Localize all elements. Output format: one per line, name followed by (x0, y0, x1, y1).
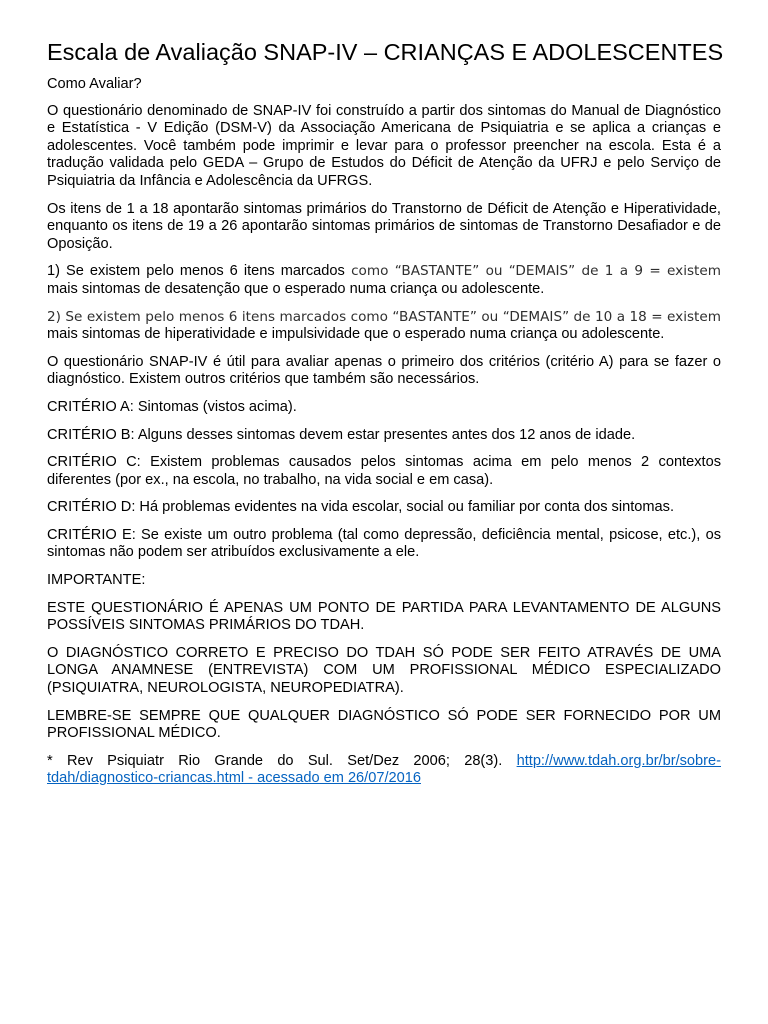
usefulness-paragraph: O questionário SNAP-IV é útil para avaliar apenas o primeiro dos critérios (critério A) para se fazer o diagnóstico. Existem outros critérios que também são necessários. (47, 353, 721, 388)
rule-1-end: mais sintomas de desatenção que o esperado numa criança ou adolescente. (47, 280, 545, 297)
items-paragraph: Os itens de 1 a 18 apontarão sintomas primários do Transtorno de Déficit de Atenção e Hiperatividade, enquanto os itens de 19 a 26 apontarão sintomas primários de sintomas de Transtorno Desafiador e de Oposição. (47, 200, 721, 252)
page-title: Escala de Avaliação SNAP-IV – CRIANÇAS E ADOLESCENTES (47, 39, 724, 65)
important-note-2: O DIAGNÓSTICO CORRETO E PRECISO DO TDAH SÓ PODE SER FEITO ATRAVÉS DE UMA LONGA ANAMNESE (ENTREVISTA) COM UM PROFISSIONAL MÉDICO ESPECIALIZADO (PSIQUIATRA, NEUROLOGISTA, NEUROPEDIATRA). (47, 644, 721, 697)
criterion-a: CRITÉRIO A: Sintomas (vistos acima). (47, 398, 297, 415)
reference-text: * Rev Psiquiatr Rio Grande do Sul. Set/Dez 2006; 28(3). (47, 752, 517, 769)
criterion-c: CRITÉRIO C: Existem problemas causados pelos sintomas acima em pelo menos 2 contextos diferentes (por ex., na escola, no trabalho, na vida social e em casa). (47, 454, 721, 488)
rule-1-start: 1) Se existem pelo menos 6 itens marcados (47, 263, 345, 280)
rule-1-paragraph (47, 263, 721, 298)
rule-1-middle: como “BASTANTE” ou “DEMAIS” de 1 a 9 = existem (344, 263, 721, 280)
reference-link[interactable]: http://www.tdah.org.br/br/sobre-tdah/diagnostico-criancas.html - acessado em 26/07/2016 (47, 752, 721, 787)
rule-2-start: 2) Se existem pelo menos 6 itens marcados como “BASTANTE” ou “DEMAIS” de 10 a 18 = existem (47, 308, 721, 325)
criterion-b: CRITÉRIO B: Alguns desses sintomas devem estar presentes antes dos 12 anos de idade. (47, 426, 636, 443)
document-page (47, 38, 724, 798)
criterion-d: CRITÉRIO D: Há problemas evidentes na vida escolar, social ou familiar por conta dos sintomas. (47, 499, 674, 516)
important-note-3: LEMBRE-SE SEMPRE QUE QUALQUER DIAGNÓSTICO SÓ PODE SER FORNECIDO POR UM PROFISSIONAL MÉDICO. (47, 707, 721, 742)
important-heading: IMPORTANTE: (47, 572, 146, 589)
intro-paragraph: O questionário denominado de SNAP-IV foi construído a partir dos sintomas do Manual de Diagnóstico e Estatística - V Edição (DSM-V) da Associação Americana de Psiquiatria e se aplica a crianças e adolescentes. Você também pode imprimir e levar para o professor preencher na escola. Esta é a tradução validada pelo GEDA – Grupo de Estudos do Déficit de Atenção da UFRJ e pelo Serviço de Psiquiatria da Infância e Adolescência da UFRGS. (47, 102, 721, 189)
rule-2-paragraph (47, 309, 721, 344)
rule-2-end: mais sintomas de hiperatividade e impulsividade que o esperado numa criança ou adolescente. (47, 326, 665, 343)
important-note-1: ESTE QUESTIONÁRIO É APENAS UM PONTO DE PARTIDA PARA LEVANTAMENTO DE ALGUNS POSSÍVEIS SINTOMAS PRIMÁRIOS DO TDAH. (47, 599, 721, 634)
reference-paragraph (47, 753, 721, 788)
criterion-e: CRITÉRIO E: Se existe um outro problema (tal como depressão, deficiência mental, psicose, etc.), os sintomas não podem ser atribuídos exclusivamente a ele. (47, 526, 721, 561)
subtitle: Como Avaliar? (47, 76, 142, 92)
